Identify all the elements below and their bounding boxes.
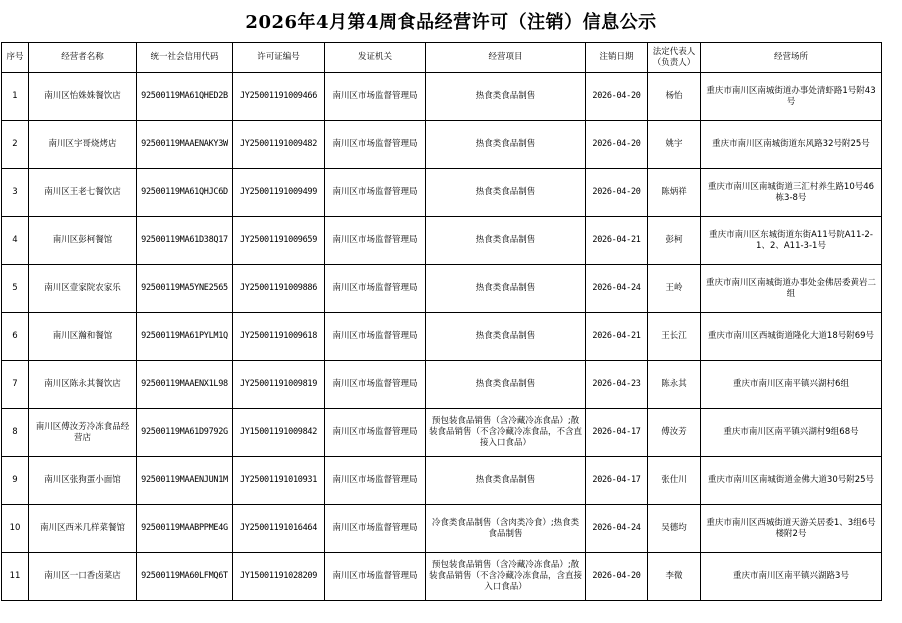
row-name: 南川区壹家院农家乐 — [29, 265, 137, 313]
header-row — [2, 43, 882, 73]
row-address: 重庆市南川区南城街道办事处金佛居委黄岩二组 — [701, 265, 882, 313]
row-address: 重庆市南川区西城街道天游关居委1、3组6号楼附2号 — [701, 505, 882, 553]
row-date: 2026-04-17 — [586, 409, 648, 457]
row-date: 2026-04-20 — [586, 169, 648, 217]
row-rep: 吴德均 — [648, 505, 701, 553]
row-name: 南川区彭柯餐馆 — [29, 217, 137, 265]
row-name: 南川区宇哥烧烤店 — [29, 121, 137, 169]
row-rep: 李微 — [648, 553, 701, 601]
row-no: 2 — [2, 121, 29, 169]
row-rep: 杨怡 — [648, 73, 701, 121]
row-license: JY25001191009659 — [233, 217, 325, 265]
row-items: 热食类食品制售 — [426, 265, 586, 313]
row-date: 2026-04-20 — [586, 73, 648, 121]
table-row — [2, 121, 882, 169]
row-no: 3 — [2, 169, 29, 217]
row-credit: 92500119MAABPPME4G — [137, 505, 233, 553]
row-license: JY15001191009842 — [233, 409, 325, 457]
row-items: 热食类食品制售 — [426, 457, 586, 505]
row-authority: 南川区市场监督管理局 — [325, 169, 426, 217]
row-rep: 陈永其 — [648, 361, 701, 409]
row-address: 重庆市南川区南平镇兴湖路3号 — [701, 553, 882, 601]
row-no: 10 — [2, 505, 29, 553]
row-name: 南川区西米几样菜餐馆 — [29, 505, 137, 553]
row-authority: 南川区市场监督管理局 — [325, 457, 426, 505]
row-no: 4 — [2, 217, 29, 265]
row-license: JY25001191010931 — [233, 457, 325, 505]
row-name: 南川区陈永其餐饮店 — [29, 361, 137, 409]
header-no: 序号 — [2, 43, 29, 73]
row-address: 重庆市南川区南城街道东风路32号附25号 — [701, 121, 882, 169]
row-authority: 南川区市场监督管理局 — [325, 73, 426, 121]
row-address: 重庆市南川区南平镇兴湖村9组68号 — [701, 409, 882, 457]
row-credit: 92500119MA61PYLM1Q — [137, 313, 233, 361]
row-authority: 南川区市场监督管理局 — [325, 553, 426, 601]
row-items: 热食类食品制售 — [426, 217, 586, 265]
row-date: 2026-04-23 — [586, 361, 648, 409]
row-name: 南川区张狗蛋小面馆 — [29, 457, 137, 505]
row-no: 11 — [2, 553, 29, 601]
row-name: 南川区瀚和餐馆 — [29, 313, 137, 361]
row-license: JY25001191009482 — [233, 121, 325, 169]
table-row — [2, 553, 882, 601]
header-rep: 法定代表人（负责人） — [648, 43, 701, 73]
row-date: 2026-04-24 — [586, 505, 648, 553]
license-table — [1, 42, 882, 601]
table-row — [2, 313, 882, 361]
row-date: 2026-04-21 — [586, 217, 648, 265]
row-credit: 92500119MA61QHJC6D — [137, 169, 233, 217]
row-address: 重庆市南川区南城街道三汇村养生路10号46栋3-8号 — [701, 169, 882, 217]
row-rep: 张仕川 — [648, 457, 701, 505]
row-rep: 傅汝芳 — [648, 409, 701, 457]
row-date: 2026-04-20 — [586, 553, 648, 601]
header-license: 许可证编号 — [233, 43, 325, 73]
row-authority: 南川区市场监督管理局 — [325, 313, 426, 361]
page-title: 2026年4月第4周食品经营许可（注销）信息公示 — [245, 12, 657, 33]
row-rep: 彭柯 — [648, 217, 701, 265]
row-no: 5 — [2, 265, 29, 313]
row-rep: 王长江 — [648, 313, 701, 361]
header-credit: 统一社会信用代码 — [137, 43, 233, 73]
row-authority: 南川区市场监督管理局 — [325, 121, 426, 169]
row-items: 热食类食品制售 — [426, 73, 586, 121]
row-items: 预包装食品销售（含冷藏冷冻食品）;散装食品销售（不含冷藏冷冻食品，不含直接入口食品） — [426, 409, 586, 457]
row-credit: 92500119MAAENJUN1M — [137, 457, 233, 505]
row-authority: 南川区市场监督管理局 — [325, 217, 426, 265]
row-credit: 92500119MAAENX1L98 — [137, 361, 233, 409]
table-row — [2, 169, 882, 217]
table-row — [2, 265, 882, 313]
table-row — [2, 409, 882, 457]
row-items: 热食类食品制售 — [426, 169, 586, 217]
header-address: 经营场所 — [701, 43, 882, 73]
row-address: 重庆市南川区西城街道隆化大道18号附69号 — [701, 313, 882, 361]
row-items: 热食类食品制售 — [426, 361, 586, 409]
row-name: 南川区怡姝姝餐饮店 — [29, 73, 137, 121]
row-name: 南川区一口香卤菜店 — [29, 553, 137, 601]
row-credit: 92500119MA5YNE2565 — [137, 265, 233, 313]
table-row — [2, 505, 882, 553]
row-no: 9 — [2, 457, 29, 505]
table-row — [2, 73, 882, 121]
row-items: 冷食类食品制售（含肉类冷食）;热食类食品制售 — [426, 505, 586, 553]
row-rep: 姚宇 — [648, 121, 701, 169]
row-date: 2026-04-21 — [586, 313, 648, 361]
header-date: 注销日期 — [586, 43, 648, 73]
row-credit: 92500119MA61D38Q17 — [137, 217, 233, 265]
row-no: 6 — [2, 313, 29, 361]
row-license: JY25001191009618 — [233, 313, 325, 361]
row-name: 南川区傅汝芳冷冻食品经营店 — [29, 409, 137, 457]
row-no: 8 — [2, 409, 29, 457]
header-name: 经营者名称 — [29, 43, 137, 73]
row-no: 1 — [2, 73, 29, 121]
row-address: 重庆市南川区东城街道东街A11号院A11-2-1、2、A11-3-1号 — [701, 217, 882, 265]
row-no: 7 — [2, 361, 29, 409]
row-date: 2026-04-20 — [586, 121, 648, 169]
header-authority: 发证机关 — [325, 43, 426, 73]
row-items: 热食类食品制售 — [426, 313, 586, 361]
row-date: 2026-04-17 — [586, 457, 648, 505]
row-authority: 南川区市场监督管理局 — [325, 505, 426, 553]
row-license: JY25001191016464 — [233, 505, 325, 553]
row-rep: 陈炳祥 — [648, 169, 701, 217]
row-credit: 92500119MAAENAKY3W — [137, 121, 233, 169]
row-license: JY25001191009819 — [233, 361, 325, 409]
row-items: 热食类食品制售 — [426, 121, 586, 169]
row-authority: 南川区市场监督管理局 — [325, 361, 426, 409]
row-license: JY25001191009886 — [233, 265, 325, 313]
row-credit: 92500119MA60LFMQ6T — [137, 553, 233, 601]
row-license: JY25001191009466 — [233, 73, 325, 121]
header-items: 经营项目 — [426, 43, 586, 73]
row-credit: 92500119MA61D9792G — [137, 409, 233, 457]
table-row — [2, 217, 882, 265]
row-credit: 92500119MA61QHED2B — [137, 73, 233, 121]
row-items: 预包装食品销售（含冷藏冷冻食品）;散装食品销售（不含冷藏冷冻食品，含直接入口食品） — [426, 553, 586, 601]
row-rep: 王岭 — [648, 265, 701, 313]
row-authority: 南川区市场监督管理局 — [325, 265, 426, 313]
row-address: 重庆市南川区南城街道金佛大道30号附25号 — [701, 457, 882, 505]
table-row — [2, 457, 882, 505]
row-address: 重庆市南川区南平镇兴湖村6组 — [701, 361, 882, 409]
row-license: JY25001191009499 — [233, 169, 325, 217]
row-name: 南川区王老七餐饮店 — [29, 169, 137, 217]
table-row — [2, 361, 882, 409]
row-license: JY15001191028209 — [233, 553, 325, 601]
row-date: 2026-04-24 — [586, 265, 648, 313]
row-address: 重庆市南川区南城街道办事处清虾路1号附43号 — [701, 73, 882, 121]
table-body — [2, 73, 882, 601]
row-authority: 南川区市场监督管理局 — [325, 409, 426, 457]
